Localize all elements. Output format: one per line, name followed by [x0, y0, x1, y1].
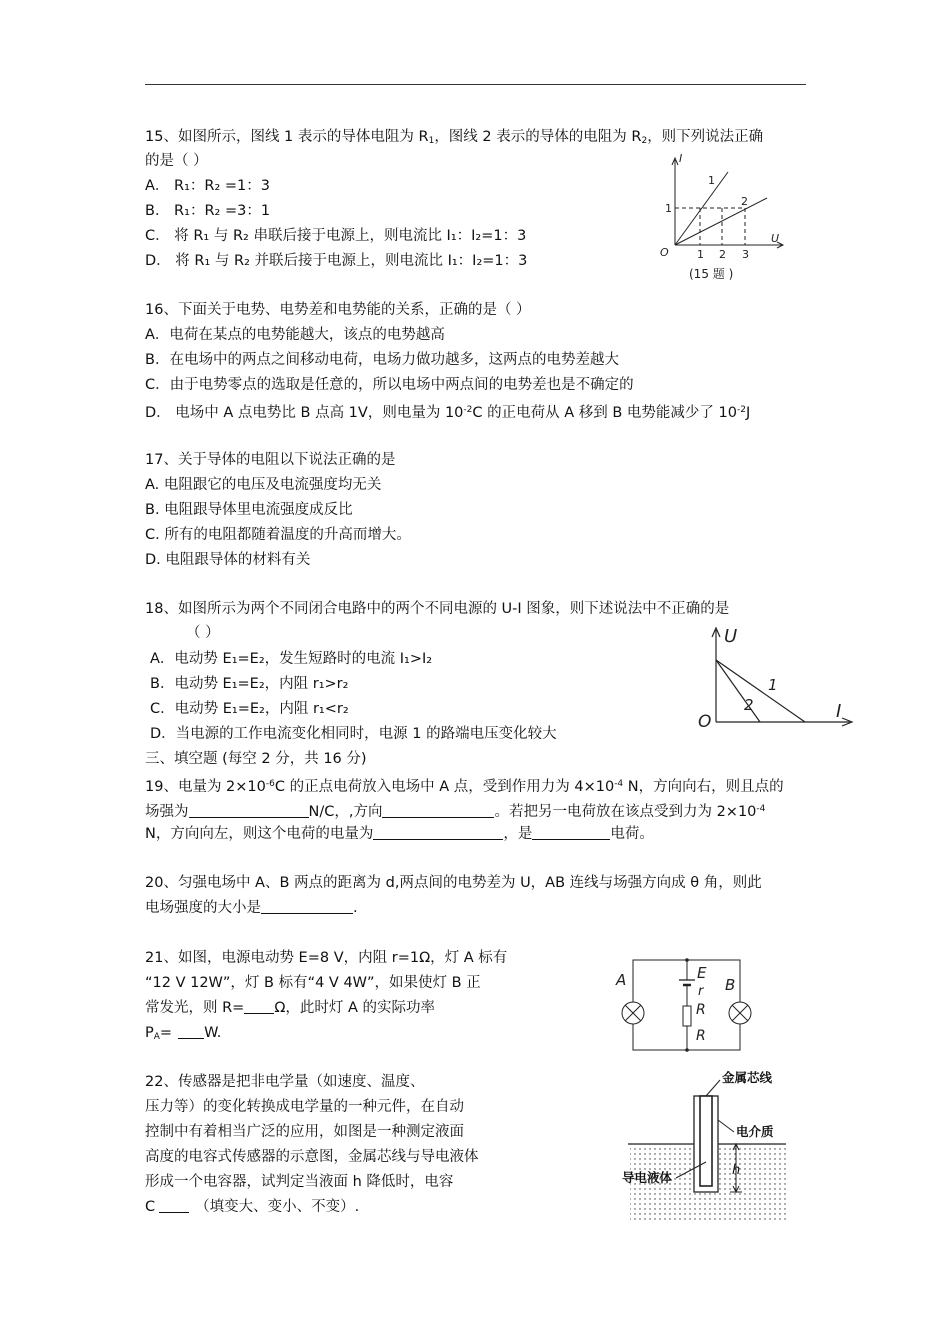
q19-blank-sign[interactable]: [532, 825, 610, 840]
q16-option-d: D． 电场中 A 点电势比 B 点高 1V，则电量为 $10^{-2}C$ 的正电荷从 A 移到 B 电势能减少了 $10^{-2}J$: [145, 405, 751, 421]
q19-blank-field[interactable]: [189, 803, 309, 818]
q18-option-c: C．电动势 E₁=E₂，内阻 r₁<r₂: [150, 701, 349, 717]
q19-blank-charge[interactable]: [373, 825, 503, 840]
q15-xtick-3: 3: [742, 248, 749, 261]
q19-line2: 场强为 N/C，,方向 。若把另一电荷放在该点受到力为 $2\times 10^{-4}$: [145, 804, 766, 820]
q21-lamp-a-label: A: [616, 971, 627, 989]
q21-resistor-label: R: [696, 1002, 706, 1018]
q21-resistor-label-2: R: [696, 1028, 706, 1044]
q21-circuit: [612, 952, 772, 1058]
q16-option-b: B．在电场中的两点之间移动电荷，电场力做功越多，这两点的电势差越大: [145, 352, 619, 368]
q20-line2: 电场强度的大小是 .: [145, 900, 358, 916]
q15-xtick-2: 2: [719, 248, 726, 261]
section-3-heading: 三、填空题 (每空 2 分，共 16 分): [145, 751, 367, 767]
q21-emf-label: E: [697, 964, 707, 982]
q22-line4: 高度的电容式传感器的示意图，金属芯线与导电液体: [145, 1149, 479, 1165]
q15-ytick: 1: [665, 202, 672, 215]
header-rule: [145, 84, 806, 85]
q19-line3: N，方向向左，则这个电荷的电量为 ，是 电荷。: [145, 826, 654, 842]
q20-blank[interactable]: [261, 899, 353, 914]
q22-line1: 22、传感器是把非电学量（如速度、温度、: [145, 1074, 425, 1090]
q15-origin: O: [660, 246, 669, 259]
q15-stem-cont: 的是（ ）: [145, 153, 208, 169]
q15-caption: (15 题 ): [689, 267, 734, 281]
q17-option-c: C. 所有的电阻都随着温度的升高而增大。: [145, 527, 411, 543]
q18-figure: [690, 622, 860, 734]
q15-figure: [655, 150, 790, 288]
q22-line5: 形成一个电容器，试判定当液面 h 降低时，电容: [145, 1174, 454, 1190]
q18-axis-i: I: [836, 701, 842, 722]
q22-line2: 压力等）的变化转换成电学量的一种元件，在自动: [145, 1099, 464, 1115]
q18-option-d: D．当电源的工作电流变化相同时，电源 1 的路端电压变化较大: [150, 726, 557, 742]
q17-stem: 17、关于导体的电阻以下说法正确的是: [145, 452, 396, 468]
q21-line3: 常发光，则 R= Ω，此时灯 A 的实际功率: [145, 1000, 436, 1016]
q18-origin: O: [698, 712, 712, 732]
q22-dielectric-label: 电介质: [736, 1124, 774, 1139]
q18-stem: 18、如图所示为两个不同闭合电路中的两个不同电源的 U-I 图象，则下述说法中不正确的是: [145, 601, 730, 617]
q17-option-d: D. 电阻跟导体的材料有关: [145, 552, 311, 568]
q22-blank[interactable]: [159, 1198, 189, 1213]
q18-option-b: B．电动势 E₁=E₂，内阻 r₁>r₂: [150, 676, 349, 692]
q18-option-a: A．电动势 E₁=E₂，发生短路时的电流 I₁>I₂: [150, 651, 433, 667]
q15-option-d: D． 将 R₁ 与 R₂ 并联后接于电源上，则电流比 I₁：I₂=1：3: [145, 253, 528, 269]
q22-core-label: 金属芯线: [722, 1070, 773, 1085]
q15-axis-u: U: [771, 232, 780, 245]
q21-lamp-b-label: B: [725, 976, 736, 994]
q21-blank-r[interactable]: [244, 999, 274, 1014]
q22-sensor-figure: [618, 1062, 790, 1224]
q21-blank-pa[interactable]: [178, 1024, 204, 1039]
q21-line2: “12 V 12W”，灯 B 标有“4 V 4W”，如果使灯 B 正: [145, 975, 481, 991]
q15-option-a: A． R₁：R₂ =1：3: [145, 178, 271, 194]
q22-h-label: h: [732, 1163, 741, 1178]
q22-liquid-label: 导电液体: [622, 1170, 673, 1185]
q16-option-a: A．电荷在某点的电势能越大，该点的电势越高: [145, 327, 445, 343]
q15-line2-label: 2: [741, 195, 748, 208]
q16-stem: 16、下面关于电势、电势差和电势能的关系，正确的是（ ）: [145, 302, 531, 318]
q19-blank-direction[interactable]: [382, 803, 494, 818]
q21-r-label: r: [698, 984, 704, 999]
q22-line3: 控制中有着相当广泛的应用，如图是一种测定液面: [145, 1124, 464, 1140]
q17-option-a: A. 电阻跟它的电压及电流强度均无关: [145, 477, 382, 493]
q15-axis-i: I: [679, 152, 683, 165]
q15-stem: 15、如图所示，图线 1 表示的导体电阻为 $R_1$，图线 2 表示的导体的电阻为 $R_2$，则下列说法正确: [145, 129, 764, 146]
q15-line1-label: 1: [708, 174, 715, 187]
q18-line1-label: 1: [768, 676, 778, 694]
q18-axis-u: U: [724, 626, 738, 647]
q15-option-b: B． R₁：R₂ =3：1: [145, 203, 271, 219]
q22-line6: C （填变大、变小、不变）.: [145, 1199, 360, 1215]
q17-option-b: B. 电阻跟导体里电流强度成反比: [145, 502, 353, 518]
q21-line1: 21、如图，电源电动势 E=8 V，内阻 r=1Ω，灯 A 标有: [145, 950, 508, 966]
q16-option-c: C．由于电势零点的选取是任意的，所以电场中两点间的电势差也是不确定的: [145, 377, 634, 393]
q18-line2-label: 2: [744, 696, 754, 714]
q21-line4: $P_A= W$.: [145, 1025, 222, 1042]
q19-line1: 19、电量为 $2\times 10^{-6}C$ 的正点电荷放入电场中 A 点，受到作用力为 $4\times 10^{-4}$ N，方向向右，则且点的: [145, 779, 784, 795]
q15-option-c: C． 将 R₁ 与 R₂ 串联后接于电源上，则电流比 I₁：I₂=1：3: [145, 228, 527, 244]
q15-xtick-1: 1: [697, 248, 704, 261]
q18-paren: （ ）: [186, 625, 220, 641]
q20-line1: 20、匀强电场中 A、B 两点的距离为 d,两点间的电势差为 U，AB 连线与场强方向成 θ 角，则此: [145, 875, 762, 891]
